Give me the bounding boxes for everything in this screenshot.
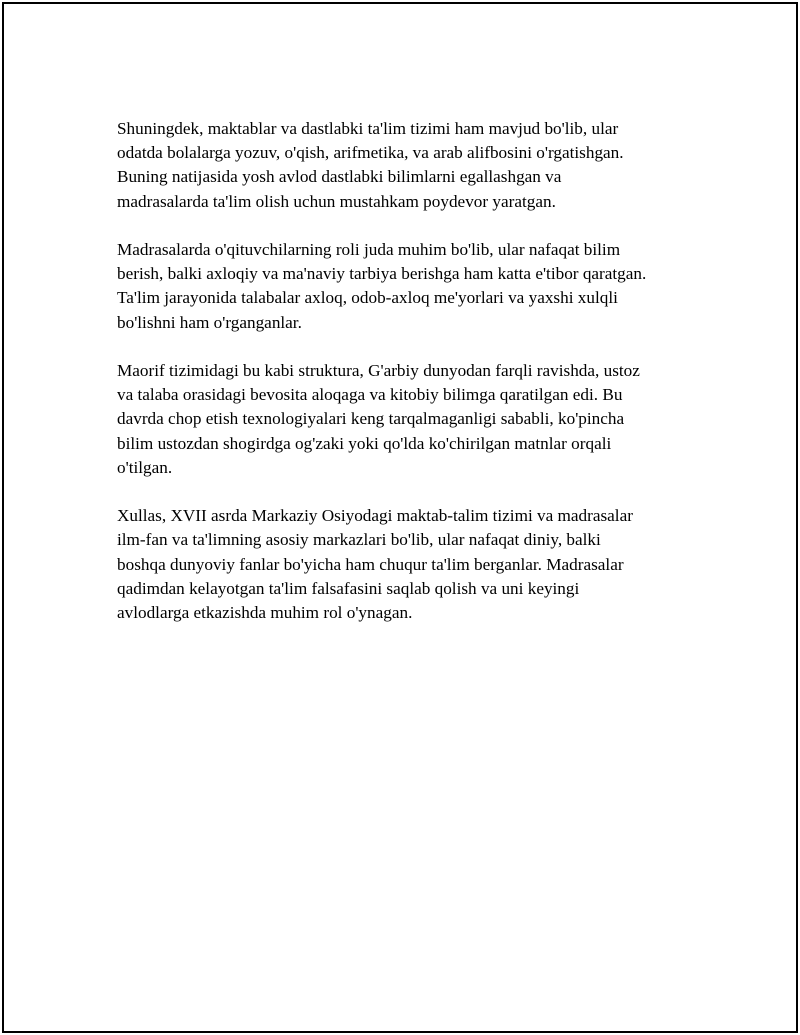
paragraph-3 <box>117 359 707 480</box>
text-line: madrasalarda ta'lim olish uchun mustahkam poydevor yaratgan. <box>117 191 556 211</box>
text-line: avlodlarga etkazishda muhim rol o'ynagan. <box>117 603 413 623</box>
text-line: Xullas, XVII asrda Markaziy Osiyodagi maktab-talim tizimi va madrasalar <box>117 506 633 526</box>
text-line: bo'lishni ham o'rganganlar. <box>117 312 302 332</box>
text-line: o'tilgan. <box>117 457 173 477</box>
text-line: ilm-fan va ta'limning asosiy markazlari bo'lib, ular nafaqat diniy, balki <box>117 530 601 550</box>
text-line: boshqa dunyoviy fanlar bo'yicha ham chuqur ta'lim berganlar. Madrasalar <box>117 554 624 574</box>
text-line: odatda bolalarga yozuv, o'qish, arifmetika, va arab alifbosini o'rgatishgan. <box>117 143 624 163</box>
paragraph-1 <box>117 117 707 214</box>
text-line: berish, balki axloqiy va ma'naviy tarbiya berishga ham katta e'tibor qaratgan. <box>117 264 647 284</box>
text-line: Ta'lim jarayonida talabalar axloq, odob-axloq me'yorlari va yaxshi xulqli <box>117 288 618 308</box>
text-line: va talaba orasidagi bevosita aloqaga va kitobiy bilimga qaratilgan edi. Bu <box>117 385 623 405</box>
text-line: Shuningdek, maktablar va dastlabki ta'lim tizimi ham mavjud bo'lib, ular <box>117 119 619 138</box>
paragraph-4 <box>117 504 707 625</box>
text-line: Maorif tizimidagi bu kabi struktura, G'arbiy dunyodan farqli ravishda, ustoz <box>117 361 640 380</box>
text-line: bilim ustozdan shogirdga og'zaki yoki qo'lda ko'chirilgan matnlar orqali <box>117 433 612 453</box>
text-line: Buning natijasida yosh avlod dastlabki bilimlarni egallashgan va <box>117 167 562 187</box>
text-line: qadimdan kelayotgan ta'lim falsafasini saqlab qolish va uni keyingi <box>117 578 580 598</box>
text-line: Madrasalarda o'qituvchilarning roli juda muhim bo'lib, ular nafaqat bilim <box>117 240 621 259</box>
document-body <box>117 117 707 649</box>
paragraph-2 <box>117 238 707 335</box>
text-line: davrda chop etish texnologiyalari keng tarqalmaganligi sababli, ko'pincha <box>117 409 625 429</box>
